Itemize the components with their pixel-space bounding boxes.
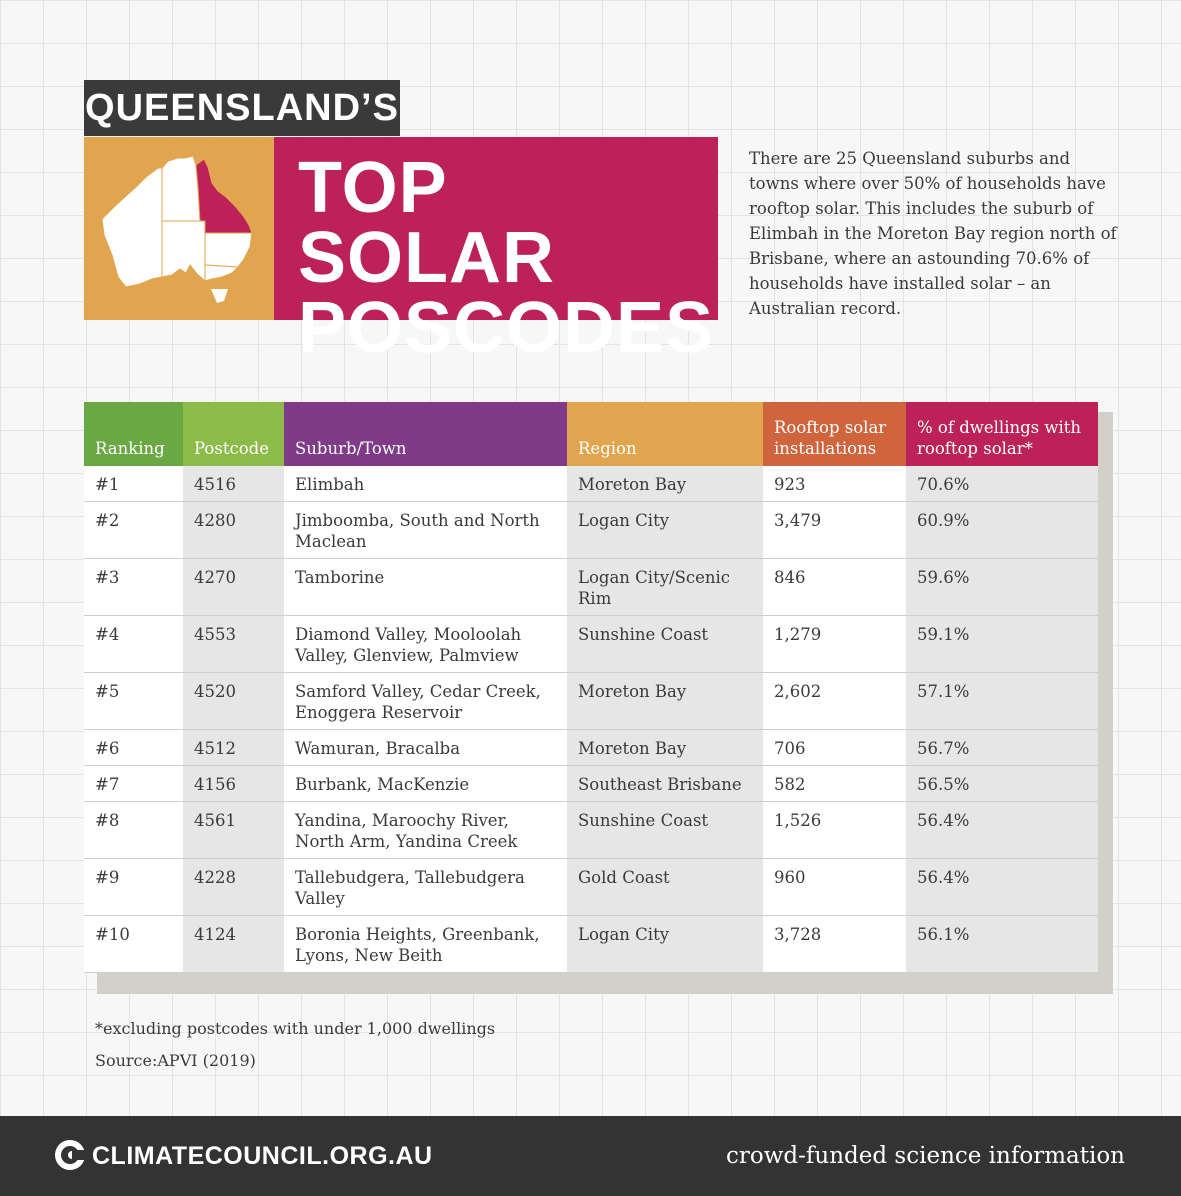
table-row: [84, 766, 1098, 802]
cell-ranking: #8: [84, 802, 183, 859]
cell-percent: 70.6%: [906, 466, 1098, 502]
solar-ranking-table: [84, 402, 1098, 973]
cell-suburb: Yandina, Maroochy River, North Arm, Yandina Creek: [284, 802, 567, 859]
column-header-region: Region: [567, 402, 763, 466]
column-header-postcode: Postcode: [183, 402, 284, 466]
footer-bar: [0, 1116, 1181, 1196]
table-row: [84, 916, 1098, 973]
cell-postcode: 4512: [183, 730, 284, 766]
cell-installations: 923: [763, 466, 906, 502]
title-panel: [274, 137, 718, 368]
cell-postcode: 4228: [183, 859, 284, 916]
table-row: [84, 466, 1098, 502]
logo-link[interactable]: CLIMATECOUNCIL.ORG.AU: [92, 1142, 433, 1170]
cell-postcode: 4553: [183, 616, 284, 673]
title-line-2: POSCODES: [298, 288, 715, 368]
table-row: [84, 502, 1098, 559]
cell-ranking: #6: [84, 730, 183, 766]
cell-ranking: #2: [84, 502, 183, 559]
table-row: [84, 859, 1098, 916]
cell-installations: 1,279: [763, 616, 906, 673]
cell-installations: 846: [763, 559, 906, 616]
cell-percent: 59.1%: [906, 616, 1098, 673]
cell-ranking: #1: [84, 466, 183, 502]
cell-installations: 3,728: [763, 916, 906, 973]
title-line-1: TOP SOLAR: [298, 148, 555, 298]
column-header-percent: % of dwellings with rooftop solar*: [906, 402, 1098, 466]
cell-installations: 2,602: [763, 673, 906, 730]
source-line: [95, 1050, 495, 1072]
cell-percent: 56.4%: [906, 802, 1098, 859]
cell-suburb: Burbank, MacKenzie: [284, 766, 567, 802]
cell-postcode: 4124: [183, 916, 284, 973]
cell-percent: 60.9%: [906, 502, 1098, 559]
cell-region: Moreton Bay: [567, 466, 763, 502]
cell-installations: 706: [763, 730, 906, 766]
cell-region: Sunshine Coast: [567, 802, 763, 859]
cell-postcode: 4561: [183, 802, 284, 859]
cell-percent: 56.7%: [906, 730, 1098, 766]
climate-council-logo-icon[interactable]: [54, 1139, 86, 1171]
cell-postcode: 4516: [183, 466, 284, 502]
cell-suburb: Tallebudgera, Tallebudgera Valley: [284, 859, 567, 916]
cell-suburb: Wamuran, Bracalba: [284, 730, 567, 766]
kicker-label: QUEENSLAND’S: [84, 80, 400, 136]
cell-region: Logan City: [567, 916, 763, 973]
cell-postcode: 4156: [183, 766, 284, 802]
table-row: [84, 802, 1098, 859]
cell-installations: 1,526: [763, 802, 906, 859]
cell-ranking: #5: [84, 673, 183, 730]
intro-text: There are 25 Queensland suburbs and towns where over 50% of households have rooftop solar. This includes the suburb of Elimbah in the Moreton Bay region north of Brisbane, where an astounding 70.6% of households have installed solar – an Australian record.: [749, 149, 1117, 318]
cell-ranking: #3: [84, 559, 183, 616]
cell-percent: 56.4%: [906, 859, 1098, 916]
cell-ranking: #4: [84, 616, 183, 673]
cell-postcode: 4270: [183, 559, 284, 616]
cell-region: Logan City: [567, 502, 763, 559]
cell-postcode: 4280: [183, 502, 284, 559]
source-label: Source:: [95, 1051, 158, 1070]
cell-installations: 3,479: [763, 502, 906, 559]
cell-installations: 582: [763, 766, 906, 802]
cell-region: Moreton Bay: [567, 730, 763, 766]
map-panel: [84, 137, 274, 320]
cell-region: Southeast Brisbane: [567, 766, 763, 802]
cell-region: Sunshine Coast: [567, 616, 763, 673]
cell-installations: 960: [763, 859, 906, 916]
cell-ranking: #9: [84, 859, 183, 916]
table-header-row: [84, 402, 1098, 466]
cell-suburb: Boronia Heights, Greenbank, Lyons, New Beith: [284, 916, 567, 973]
table-row: [84, 673, 1098, 730]
cell-percent: 57.1%: [906, 673, 1098, 730]
cell-suburb: Jimboomba, South and North Maclean: [284, 502, 567, 559]
cell-region: Gold Coast: [567, 859, 763, 916]
cell-percent: 56.5%: [906, 766, 1098, 802]
cell-ranking: #7: [84, 766, 183, 802]
column-header-installations: Rooftop solar installations: [763, 402, 906, 466]
column-header-ranking: Ranking: [84, 402, 183, 466]
cell-suburb: Tamborine: [284, 559, 567, 616]
table-row: [84, 616, 1098, 673]
cell-percent: 56.1%: [906, 916, 1098, 973]
footnote: *excluding postcodes with under 1,000 dwellings: [95, 1019, 496, 1038]
column-header-suburb: Suburb/Town: [284, 402, 567, 466]
cell-region: Logan City/Scenic Rim: [567, 559, 763, 616]
cell-suburb: Diamond Valley, Mooloolah Valley, Glenview, Palmview: [284, 616, 567, 673]
cell-region: Moreton Bay: [567, 673, 763, 730]
cell-suburb: Samford Valley, Cedar Creek, Enoggera Reservoir: [284, 673, 567, 730]
notes: [95, 1018, 495, 1082]
cell-ranking: #10: [84, 916, 183, 973]
source-value: APVI (2019): [157, 1051, 256, 1070]
cell-postcode: 4520: [183, 673, 284, 730]
table-row: [84, 730, 1098, 766]
cell-percent: 59.6%: [906, 559, 1098, 616]
table-row: [84, 559, 1098, 616]
australia-map-icon: [84, 137, 274, 320]
cell-suburb: Elimbah: [284, 466, 567, 502]
footer-tagline: crowd-funded science information: [726, 1143, 1125, 1169]
